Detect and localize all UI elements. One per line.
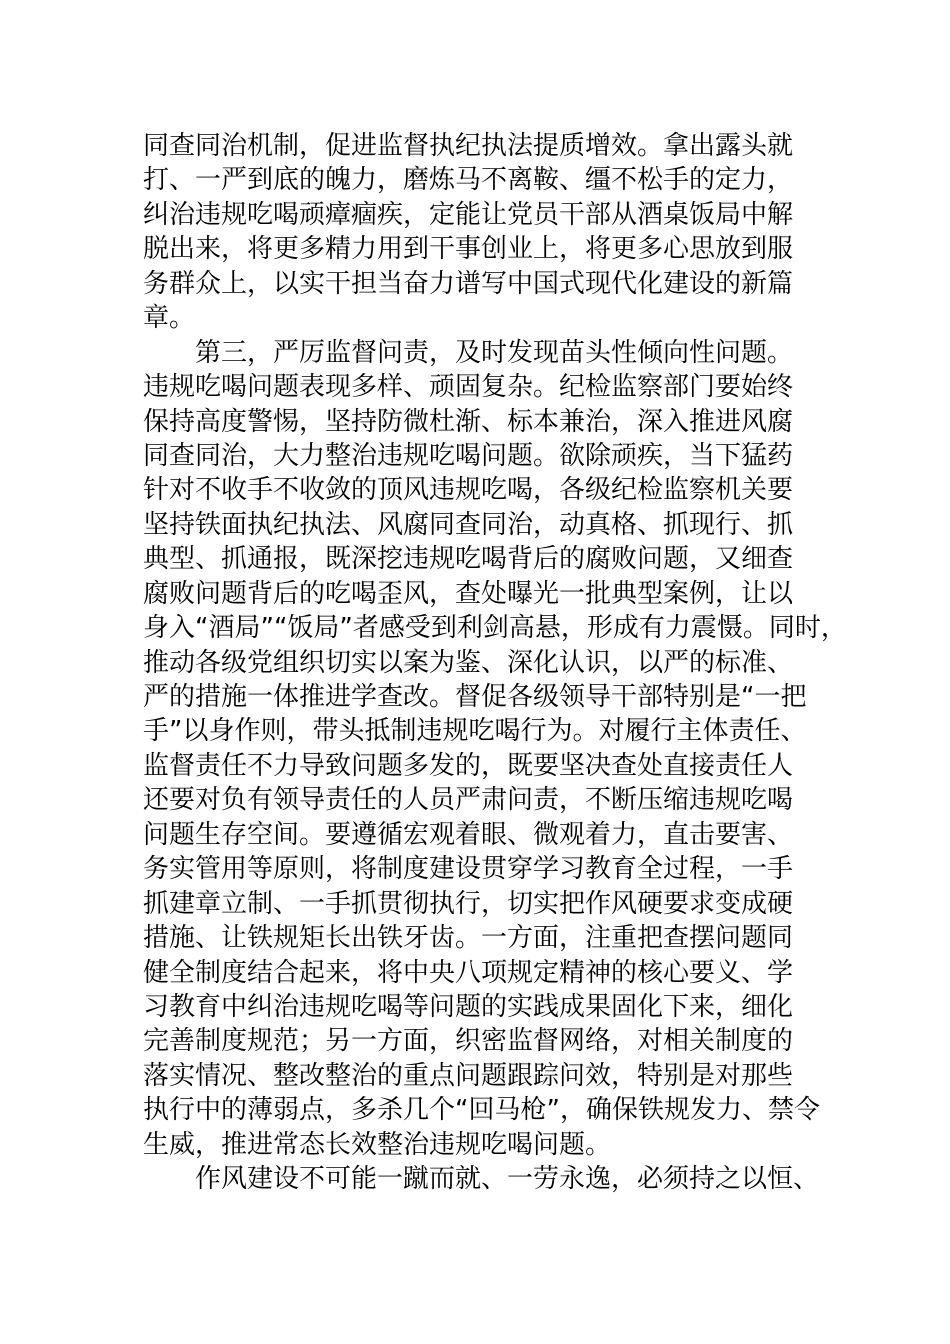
text-line: 推动各级党组织切实以案为鉴、深化认识，以严的标准、 <box>143 647 794 678</box>
text-line: 脱出来，将更多精力用到干事创业上，将更多心思放到服 <box>143 234 794 265</box>
text-line: 章。 <box>143 303 196 334</box>
text-line: 监督责任不力导致问题多发的，既要坚决查处直接责任人 <box>143 750 794 781</box>
text-line: 执行中的薄弱点，多杀几个“回马枪”，确保铁规发力、禁令 <box>143 1095 820 1126</box>
text-line: 坚持铁面执纪执法、风腐同查同治，动真格、抓现行、抓 <box>143 509 794 540</box>
text-line: 保持高度警惕，坚持防微杜渐、标本兼治，深入推进风腐 <box>143 406 794 437</box>
text-line: 问题生存空间。要遵循宏观着眼、微观着力，直击要害、 <box>143 819 794 850</box>
text-line: 完善制度规范；另一方面，织密监督网络，对相关制度的 <box>143 1026 794 1057</box>
text-line: 还要对负有领导责任的人员严肃问责，不断压缩违规吃喝 <box>143 785 794 816</box>
text-line: 腐败问题背后的吃喝歪风，查处曝光一批典型案例，让以 <box>143 578 794 609</box>
text-line: 纠治违规吃喝顽瘴痼疾，定能让党员干部从酒桌饭局中解 <box>143 199 794 230</box>
text-line: 健全制度结合起来，将中央八项规定精神的核心要义、学 <box>143 957 794 988</box>
text-line: 典型、抓通报，既深挖违规吃喝背后的腐败问题，又细查 <box>143 544 794 575</box>
text-line: 落实情况、整改整治的重点问题跟踪问效，特别是对那些 <box>143 1060 794 1091</box>
text-line: 针对不收手不收敛的顶风违规吃喝，各级纪检监察机关要 <box>143 475 794 506</box>
text-line: 严的措施一体推进学查改。督促各级领导干部特别是“一把 <box>143 682 807 712</box>
paragraph-start-line: 第三，严厉监督问责，及时发现苗头性倾向性问题。 <box>143 337 794 368</box>
text-line: 务实管用等原则，将制度建设贯穿学习教育全过程，一手 <box>143 854 794 885</box>
text-line: 违规吃喝问题表现多样、顽固复杂。纪检监察部门要始终 <box>143 372 794 403</box>
text-line: 抓建章立制、一手抓贯彻执行，切实把作风硬要求变成硬 <box>143 888 794 919</box>
text-line: 措施、让铁规矩长出铁牙齿。一方面，注重把查摆问题同 <box>143 923 794 954</box>
text-line: 同查同治机制，促进监督执纪执法提质增效。拿出露头就 <box>143 131 794 161</box>
text-line: 手”以身作则，带头抵制违规吃喝行为。对履行主体责任、 <box>143 716 807 747</box>
text-line: 务群众上，以实干担当奋力谱写中国式现代化建设的新篇 <box>143 268 794 299</box>
text-line: 生威，推进常态长效整治违规吃喝问题。 <box>143 1129 612 1160</box>
text-line: 同查同治，大力整治违规吃喝问题。欲除顽疾，当下猛药 <box>143 440 794 471</box>
text-line: 身入“酒局”“饭局”者感受到利剑高悬，形成有力震慑。同时， <box>143 613 847 644</box>
document-body-text <box>143 129 847 1197</box>
paragraph-start-line: 作风建设不可能一蹴而就、一劳永逸，必须持之以恒、 <box>143 1164 820 1195</box>
text-line: 打、一严到底的魄力，磨炼马不离鞍、缰不松手的定力， <box>143 165 794 196</box>
text-line: 习教育中纠治违规吃喝等问题的实践成果固化下来，细化 <box>143 991 794 1022</box>
